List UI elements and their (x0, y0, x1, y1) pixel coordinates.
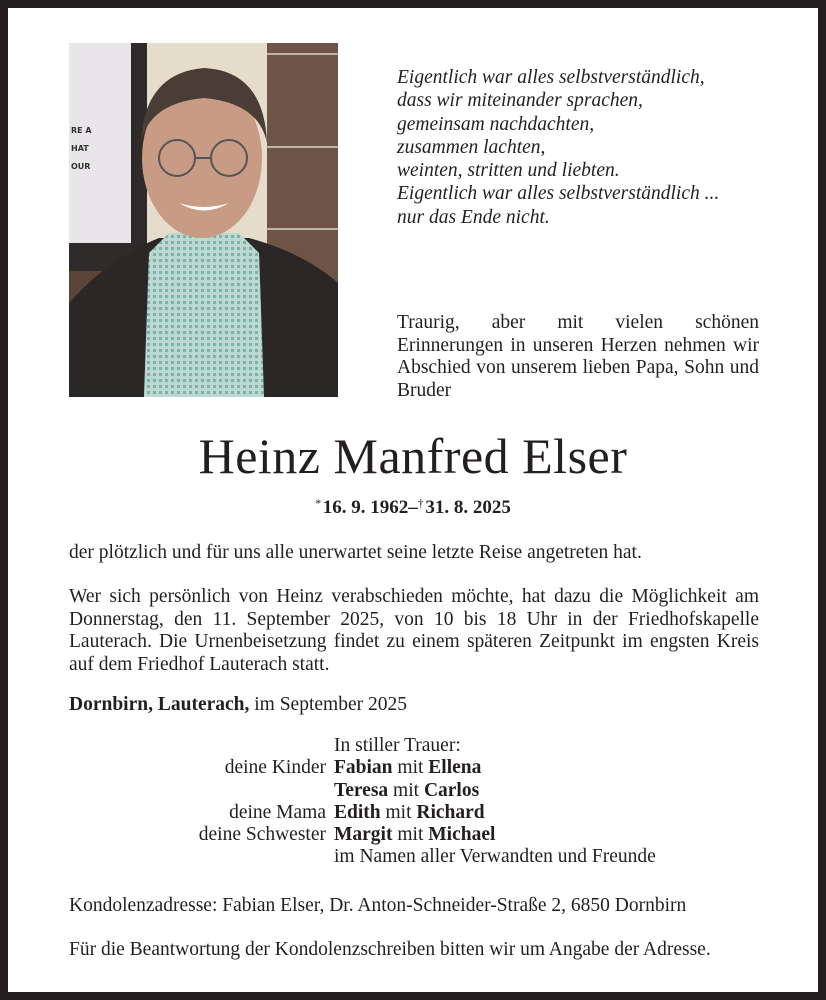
svg-text:RE A: RE A (71, 126, 92, 135)
place-and-date (69, 694, 407, 717)
mourner-name: Teresa (334, 779, 389, 801)
poem-line: zusammen lachten, (397, 136, 546, 158)
deceased-name: Heinz Manfred Elser (198, 428, 628, 484)
death-symbol: † (417, 496, 424, 510)
paragraph-farewell-details: Wer sich persönlich von Heinz verabschieden möchte, hat dazu die Möglichkeit am Donnerstag, den 11. September 2025, von 10 bis 18 Uhr in der Friedhofskapelle Lauterach. Die Urnenbeisetzung findet zu einem späteren Zeitpunkt im engsten Kreis auf dem Friedhof Lauterach statt. (69, 586, 759, 675)
mourners-footer: im Namen aller Verwandten und Freunde (334, 846, 656, 868)
condolence-address: Kondolenzadresse: Fabian Elser, Dr. Anton-Schneider-Straße 2, 6850 Dornbirn (69, 895, 687, 916)
poem-line: nur das Ende nicht. (397, 206, 550, 228)
poem (397, 66, 777, 229)
mourner-name: Edith (334, 801, 381, 823)
poem-line: gemeinsam nachdachten, (397, 113, 595, 135)
place-names: Dornbirn, Lauterach, (69, 694, 250, 715)
mourner-relation: deine Schwester (198, 824, 326, 846)
portrait-image (69, 43, 338, 397)
poem-line: Eigentlich war alles selbstverständlich, (397, 67, 705, 88)
mourners-heading: In stiller Trauer: (334, 735, 461, 756)
mourner-relation: deine Kinder (224, 757, 326, 779)
mourners-block (8, 735, 818, 869)
place-date: im September 2025 (249, 694, 407, 715)
mourner-partner: Carlos (423, 779, 480, 801)
poem-line: weinten, stritten und liebten. (397, 160, 620, 182)
mourners-footer-row (8, 846, 818, 868)
mourner-relation (8, 780, 334, 802)
poem-line: dass wir miteinander sprachen, (397, 90, 643, 112)
mourner-partner: Ellena (428, 757, 482, 779)
mourner-name: Fabian (334, 757, 393, 779)
portrait-photo (69, 43, 338, 397)
mourner-relation: deine Mama (229, 801, 326, 823)
mourner-row: deine Mama Edith mit Richard (8, 802, 818, 824)
date-separator: – (408, 497, 418, 518)
mourners-heading-row (8, 735, 818, 757)
svg-text:HAT: HAT (71, 144, 89, 153)
mourner-row: deine Schwester Margit mit Michael (8, 824, 818, 846)
paragraph-passing: der plötzlich und für uns alle unerwartet seine letzte Reise angetreten hat. (69, 542, 642, 563)
mourner-row: Teresa mit Carlos (8, 780, 818, 802)
birth-date: 16. 9. 1962 (322, 497, 409, 518)
mourner-row: deine Kinder Fabian mit Ellena (8, 757, 818, 779)
svg-text:OUR: OUR (71, 162, 91, 171)
mourner-partner: Richard (416, 801, 485, 823)
life-dates (8, 491, 818, 520)
mourner-name: Margit (334, 824, 393, 846)
closing-note: Für die Beantwortung der Kondolenzschreiben bitten wir um Angabe der Adresse. (69, 939, 711, 960)
intro-text: Traurig, aber mit vielen schönen Erinnerungen in unseren Herzen nehmen wir Abschied von unserem lieben Papa, Sohn und Bruder (397, 312, 759, 401)
birth-symbol: * (315, 496, 322, 510)
death-date: 31. 8. 2025 (425, 497, 511, 518)
obituary-notice (8, 8, 818, 992)
poem-line: Eigentlich war alles selbstverständlich ... (397, 183, 720, 205)
mourner-partner: Michael (428, 824, 496, 846)
